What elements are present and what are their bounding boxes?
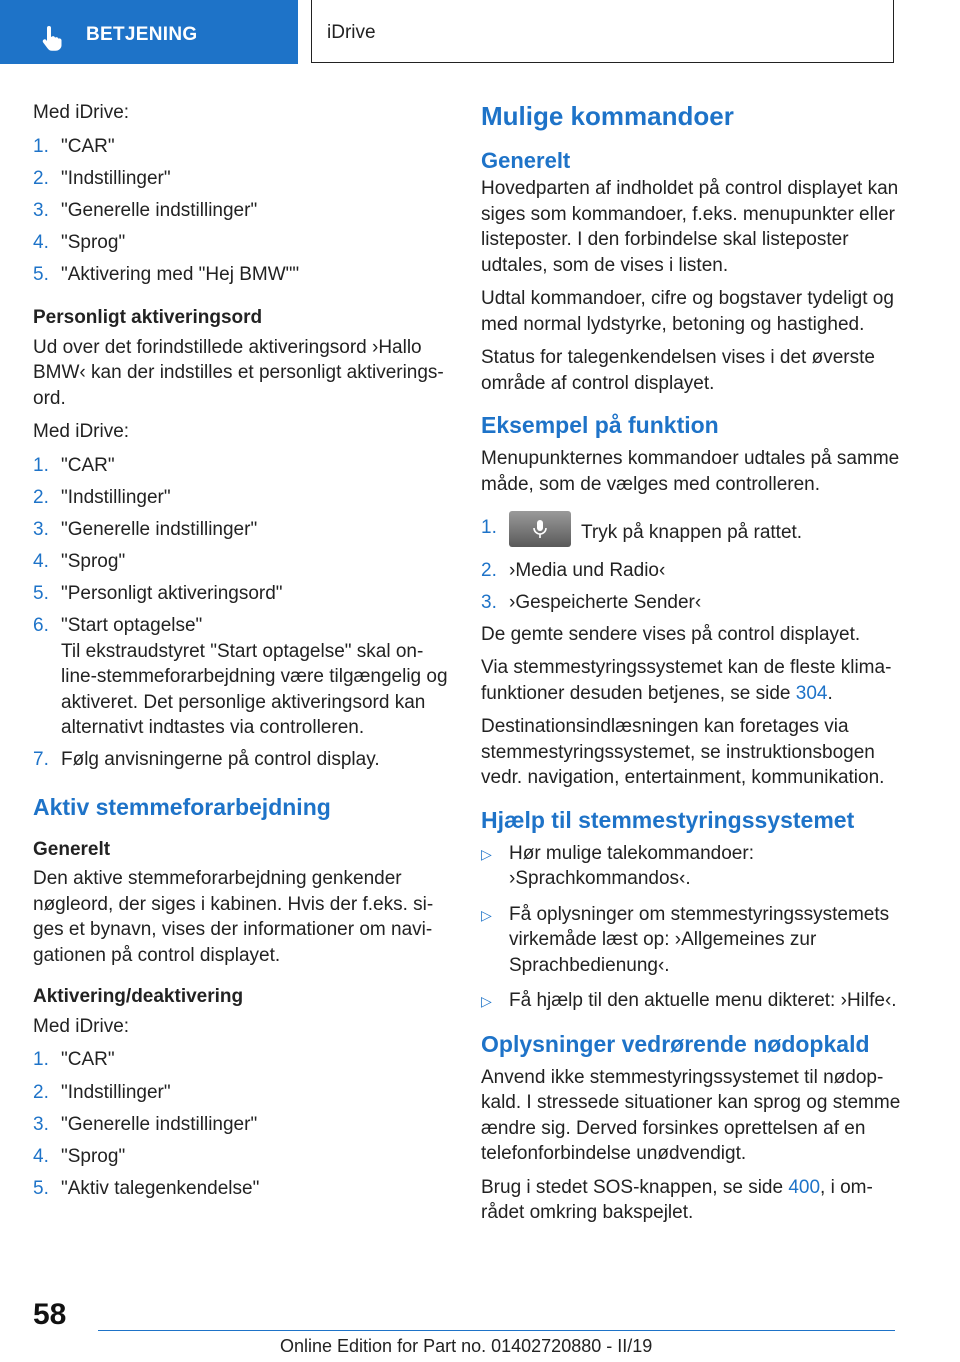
list-item: 2. "Indstillinger" [33, 167, 171, 189]
list-item: 3. "Generelle indstillinger" [33, 519, 258, 541]
voice-button-image [509, 511, 571, 547]
nodopkald-para-1: Anvend ikke stemmestyringssystemet til nødop-kald. I stressede situationer kan sprog og stemme ændre sig. Derved forsinkes oprettelsen af en telefonforbindelse unødvendigt. [481, 1066, 901, 1165]
list-item: ▷ Hør mulige talekommandoer: ›Sprachkommandos‹. [481, 841, 901, 892]
hjaelp-list [481, 841, 901, 1015]
chapter-header [311, 0, 894, 63]
steps-list-3 [33, 1047, 453, 1201]
chapter-title: iDrive [327, 22, 376, 43]
triangle-bullet-icon: ▷ [481, 845, 492, 862]
generelt-heading: Generelt [33, 838, 111, 860]
list-item: 2. ›Media und Radio‹ [481, 559, 666, 581]
hand-pointer-icon [40, 26, 64, 52]
generelt-para-2: Udtal kommandoer, cifre og bogstaver tydeligt og med normal lydstyrke, betoning og hastighed. [481, 288, 894, 335]
list-item: 4. "Sprog" [33, 231, 126, 253]
eksempel-para-1: Menupunkternes kommandoer udtales på samme måde, som de vælges med controlleren. [481, 448, 900, 495]
page-number: 58 [33, 1298, 67, 1331]
personal-text: Ud over det forindstillede aktiveringsord ›Hallo BMW‹ kan der indstilles et personligt aktiverings-ord. [33, 336, 444, 409]
section-header [0, 0, 298, 64]
nodopkald-para-2: Brug i stedet SOS-knappen, se side 400, i om-rådet omkring bakspejlet. [481, 1176, 873, 1224]
list-item: ▷ Få hjælp til den aktuelle menu dikteret: ›Hilfe‹. [481, 988, 901, 1015]
step-note: Til ekstraudstyret "Start optagelse" skal on-line-stemmeforarbejdning være tilgængelig og aktiveret. Det personlige aktiveringsord kan alternativt indtastes via controlleren. [61, 640, 448, 739]
nodopkald-heading: Oplysninger vedrørende nødopkald [481, 1030, 870, 1057]
eksempel-heading: Eksempel på funktion [481, 412, 719, 438]
list-item: ▷ Få oplysninger om stemmestyringssystemets virkemåde læst op: ›Allgemeines zur Sprachbedienung‹. [481, 902, 901, 979]
list-item: 1. "CAR" [33, 1049, 115, 1071]
intro-text: Med iDrive: [33, 102, 130, 123]
left-column [33, 100, 453, 1208]
list-item: 5. "Personligt aktiveringsord" [33, 583, 283, 605]
steps-list-1 [33, 134, 453, 288]
page-link-400[interactable]: 400 [788, 1176, 821, 1198]
eksempel-para-3: Via stemmestyringssystemet kan de fleste klima-funktioner desuden betjenes, se side 304. [481, 657, 892, 704]
mulige-heading: Mulige kommandoer [481, 101, 734, 131]
list-item: 4. "Sprog" [33, 551, 126, 573]
list-item: 2. "Indstillinger" [33, 486, 171, 508]
right-column [481, 100, 901, 1234]
microphone-icon [532, 519, 548, 539]
edition-text: Online Edition for Part no. 01402720880 - II/19 [280, 1336, 653, 1356]
generelt-para-3: Status for talegenkendelsen vises i det øverste område af control displayet. [481, 347, 875, 394]
list-item: 3. "Generelle indstillinger" [33, 199, 258, 221]
list-item: 3. ›Gespeicherte Sender‹ [481, 591, 702, 613]
aktivering-heading: Aktivering/deaktivering [33, 986, 244, 1008]
footer-divider [98, 1330, 895, 1331]
steps-list-2 [33, 453, 453, 773]
list-item: 3. "Generelle indstillinger" [33, 1113, 258, 1135]
section-label: BETJENING [86, 24, 198, 45]
eksempel-steps [481, 515, 901, 615]
eksempel-para-2: De gemte sendere vises på control displayet. [481, 623, 861, 645]
hjaelp-heading: Hjælp til stemmestyringssystemet [481, 806, 855, 833]
intro-text: Med iDrive: [33, 1015, 130, 1037]
list-item: 2. "Indstillinger" [33, 1081, 171, 1103]
page-link-304[interactable]: 304 [795, 682, 828, 704]
generelt-para-1: Hovedparten af indholdet på control displayet kan siges som kommandoer, f.eks. menupunkter eller listeposter. I den forbindelse skal listeposter udtales, som de vises i listen. [481, 178, 899, 276]
list-item: 5. "Aktivering med "Hej BMW"" [33, 263, 300, 285]
generelt-text: Den aktive stemmeforarbejdning genkender nøgleord, der siges i kabinen. Hvis der f.eks. si-ges et bynavn, vises der informationer om navi-gationen på control displayet. [33, 868, 434, 966]
intro-text: Med iDrive: [33, 421, 130, 443]
personal-heading: Personligt aktiveringsord [33, 307, 263, 329]
aktiv-heading: Aktiv stemmeforarbejdning [33, 793, 331, 820]
list-item: 5. "Aktiv talegenkendelse" [33, 1177, 260, 1199]
triangle-bullet-icon: ▷ [481, 993, 492, 1010]
generelt-heading: Generelt [481, 148, 571, 173]
list-item: 4. "Sprog" [33, 1145, 126, 1167]
eksempel-para-4: Destinationsindlæsningen kan foretages via stemmestyringssystemet, se instruktionsbogen vedr. navigation, entertainment, kommunikation. [481, 716, 885, 789]
list-item: 1. "CAR" [33, 454, 115, 476]
triangle-bullet-icon: ▷ [481, 906, 492, 923]
list-item: 7. Følg anvisningerne på control display. [33, 749, 380, 771]
list-item: 1. "CAR" [33, 135, 115, 157]
list-item: 6. "Start optagelse" Til ekstraudstyret "Start optagelse" skal on-line-stemmeforarbejdning være tilgængelig og aktiveret. Det personlige aktiveringsord kan alternativt indtastes via controlleren. [33, 615, 448, 739]
list-item: 1. Tryk på knappen på rattet. [481, 515, 901, 551]
